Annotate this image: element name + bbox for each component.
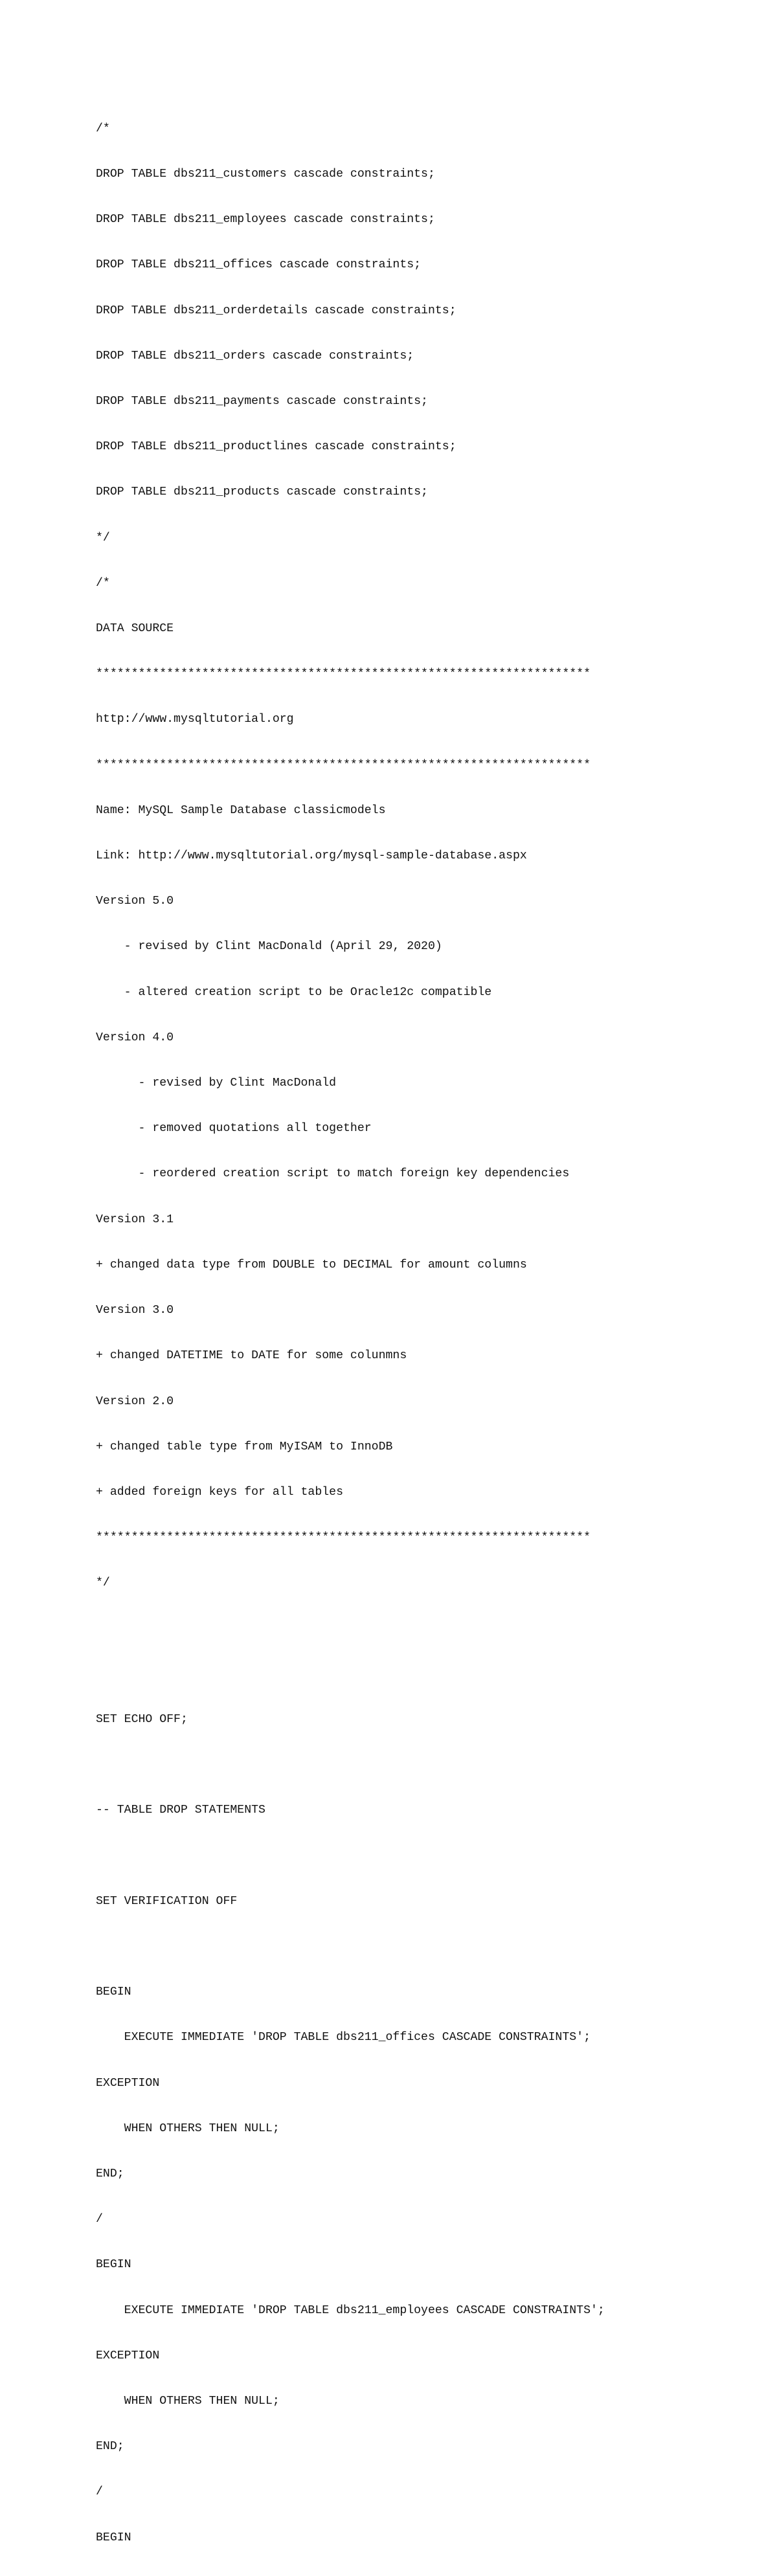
code-line: Name: MySQL Sample Database classicmodels [96, 803, 386, 817]
code-line: DROP TABLE dbs211_payments cascade constraints; [96, 395, 428, 409]
code-line: - revised by Clint MacDonald (April 29, 2020) [96, 940, 442, 954]
code-line: EXCEPTION [96, 2076, 160, 2090]
code-line: EXECUTE IMMEDIATE 'DROP TABLE dbs211_employees CASCADE CONSTRAINTS'; [96, 2303, 605, 2317]
code-line: EXCEPTION [96, 2349, 160, 2362]
code-line: ********************************************************************** [96, 667, 591, 681]
code-line: -- TABLE DROP STATEMENTS [96, 1804, 265, 1817]
blank-line [96, 1758, 756, 1773]
code-line: Version 5.0 [96, 895, 174, 908]
blank-line [96, 1849, 756, 1864]
code-line: /* [96, 122, 110, 135]
code-line: Link: http://www.mysqltutorial.org/mysql-sample-database.aspx [96, 849, 527, 863]
code-line: */ [96, 1576, 110, 1590]
code-line: Version 3.1 [96, 1213, 174, 1226]
code-line: + changed DATETIME to DATE for some colunmns [96, 1349, 407, 1363]
code-line: BEGIN [96, 2531, 131, 2544]
code-line: EXECUTE IMMEDIATE 'DROP TABLE dbs211_offices CASCADE CONSTRAINTS'; [96, 2031, 591, 2044]
blank-line [96, 1622, 756, 1637]
code-line: ********************************************************************** [96, 1531, 591, 1545]
code-line: DROP TABLE dbs211_productlines cascade constraints; [96, 440, 456, 454]
code-line: END; [96, 2167, 124, 2180]
code-line: WHEN OTHERS THEN NULL; [96, 2394, 280, 2408]
code-line: - altered creation script to be Oracle12c compatible [96, 985, 492, 999]
code-line: - removed quotations all together [96, 1122, 372, 1136]
code-line: DATA SOURCE [96, 622, 174, 636]
code-line: DROP TABLE dbs211_orders cascade constraints; [96, 349, 414, 363]
code-line: Version 3.0 [96, 1304, 174, 1317]
code-line: - reordered creation script to match foreign key dependencies [96, 1167, 570, 1181]
code-line: - revised by Clint MacDonald [96, 1077, 337, 1090]
code-line: */ [96, 531, 110, 544]
code-line: / [96, 2485, 103, 2499]
code-line: Version 2.0 [96, 1394, 174, 1408]
code-line: SET VERIFICATION OFF [96, 1894, 238, 1908]
code-line: Version 4.0 [96, 1031, 174, 1044]
code-line: END; [96, 2440, 124, 2454]
blank-line [96, 1667, 756, 1682]
code-line: DROP TABLE dbs211_offices cascade constraints; [96, 258, 422, 272]
code-line: + added foreign keys for all tables [96, 1485, 343, 1499]
code-line: BEGIN [96, 2258, 131, 2272]
code-line: ********************************************************************** [96, 758, 591, 772]
code-line: http://www.mysqltutorial.org [96, 713, 294, 726]
code-line: DROP TABLE dbs211_products cascade constraints; [96, 486, 428, 499]
code-line: + changed data type from DOUBLE to DECIMAL for amount columns [96, 1258, 527, 1271]
code-line: DROP TABLE dbs211_employees cascade constraints; [96, 213, 435, 227]
code-line: DROP TABLE dbs211_orderdetails cascade constraints; [96, 304, 456, 317]
blank-line [96, 1940, 756, 1954]
code-line: BEGIN [96, 1986, 131, 1999]
code-line: /* [96, 576, 110, 590]
code-line: + changed table type from MyISAM to InnoDB [96, 1440, 393, 1453]
sql-script-text [96, 91, 756, 2576]
code-line: DROP TABLE dbs211_customers cascade constraints; [96, 168, 435, 181]
code-line: SET ECHO OFF; [96, 1712, 188, 1726]
code-line: / [96, 2213, 103, 2226]
code-line: WHEN OTHERS THEN NULL; [96, 2122, 280, 2135]
